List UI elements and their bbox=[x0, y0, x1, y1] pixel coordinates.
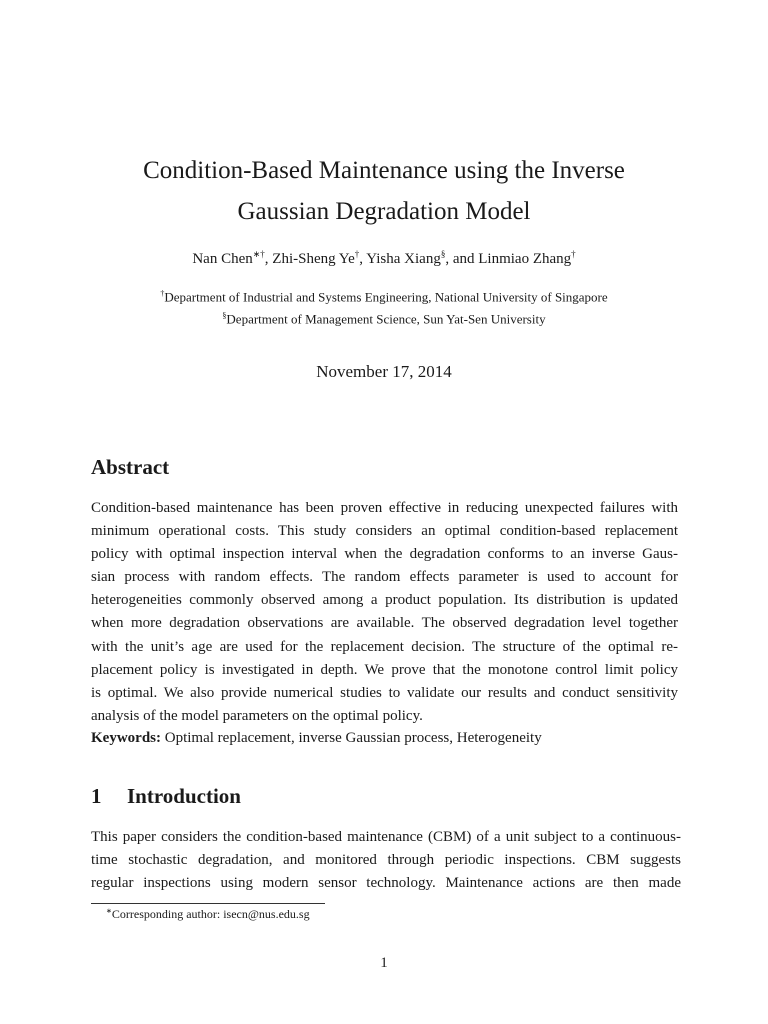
title-line-1: Condition-Based Maintenance using the Inverse bbox=[143, 157, 625, 184]
footnote bbox=[106, 907, 310, 922]
paper-date: November 17, 2014 bbox=[316, 362, 452, 381]
abstract-line: policy with optimal inspection interval when the degradation conforms to an inverse Gaus- bbox=[91, 546, 678, 563]
footnote-rule bbox=[91, 903, 325, 904]
affiliation-text: Department of Management Science, Sun Yat-Sen University bbox=[226, 311, 546, 327]
author-name: Nan Chen bbox=[192, 251, 253, 267]
author-marks: † bbox=[354, 249, 360, 259]
affiliation-mark: § bbox=[222, 311, 227, 320]
author-name: Linmiao Zhang bbox=[478, 251, 572, 267]
paper-title bbox=[0, 150, 768, 232]
abstract-line: Condition-based maintenance has been proven effective in reducing unexpected failures with bbox=[91, 500, 678, 516]
author-marks: † bbox=[571, 249, 576, 259]
abstract-line: is optimal. We also provide numerical studies to validate our results and conduct sensitivity bbox=[91, 684, 678, 701]
author-name: Zhi-Sheng Ye bbox=[272, 251, 355, 267]
affiliation bbox=[0, 289, 768, 305]
abstract-line: minimum operational costs. This study considers an optimal condition-based replacement bbox=[91, 523, 678, 540]
abstract-body bbox=[91, 497, 678, 728]
abstract-line: placement policy is investigated in depth. We prove that the monotone control limit policy bbox=[91, 661, 678, 678]
affiliation-mark: † bbox=[160, 289, 165, 298]
introduction-heading bbox=[91, 784, 241, 809]
abstract-heading: Abstract bbox=[91, 455, 170, 479]
affiliation bbox=[0, 311, 768, 327]
section-number: 1 bbox=[91, 784, 102, 808]
abstract-line: sian process with random effects. The random effects parameter is used to account for bbox=[91, 569, 678, 586]
author-name: Yisha Xiang bbox=[366, 251, 441, 267]
author-list bbox=[0, 249, 768, 268]
author-separator: , and bbox=[445, 251, 479, 267]
introduction-line: regular inspections using modern sensor technology. Maintenance actions are then made bbox=[91, 875, 681, 892]
page-number: 1 bbox=[380, 955, 388, 971]
title-line-2: Gaussian Degradation Model bbox=[237, 198, 531, 225]
author-separator: , bbox=[359, 251, 367, 267]
abstract-line: heterogeneities commonly observed among a product population. Its distribution is updated bbox=[91, 592, 678, 609]
abstract-line: when more degradation observations are available. The observed degradation level together bbox=[91, 615, 678, 632]
section-title: Introduction bbox=[127, 784, 241, 808]
keywords-label: Keywords: bbox=[91, 730, 161, 746]
footnote-text: Corresponding author: isecn@nus.edu.sg bbox=[111, 907, 310, 921]
footnote-mark: ∗ bbox=[106, 907, 112, 915]
affiliation-text: Department of Industrial and Systems Engineering, National University of Singapore bbox=[164, 289, 608, 305]
introduction-line: This paper considers the condition-based maintenance (CBM) of a unit subject to a continuous- bbox=[91, 829, 681, 845]
keywords-text: Optimal replacement, inverse Gaussian process, Heterogeneity bbox=[164, 730, 542, 746]
author-separator: , bbox=[264, 251, 273, 267]
abstract-line: with the unit’s age are used for the replacement decision. The structure of the optimal re- bbox=[91, 638, 678, 655]
author-marks: ∗† bbox=[252, 249, 265, 259]
introduction-line: time stochastic degradation, and monitored through periodic inspections. CBM suggests bbox=[91, 852, 681, 869]
introduction-body bbox=[91, 826, 681, 895]
abstract-line: analysis of the model parameters on the optimal policy. bbox=[91, 707, 423, 724]
keywords bbox=[91, 730, 691, 747]
author-marks: § bbox=[440, 249, 446, 259]
